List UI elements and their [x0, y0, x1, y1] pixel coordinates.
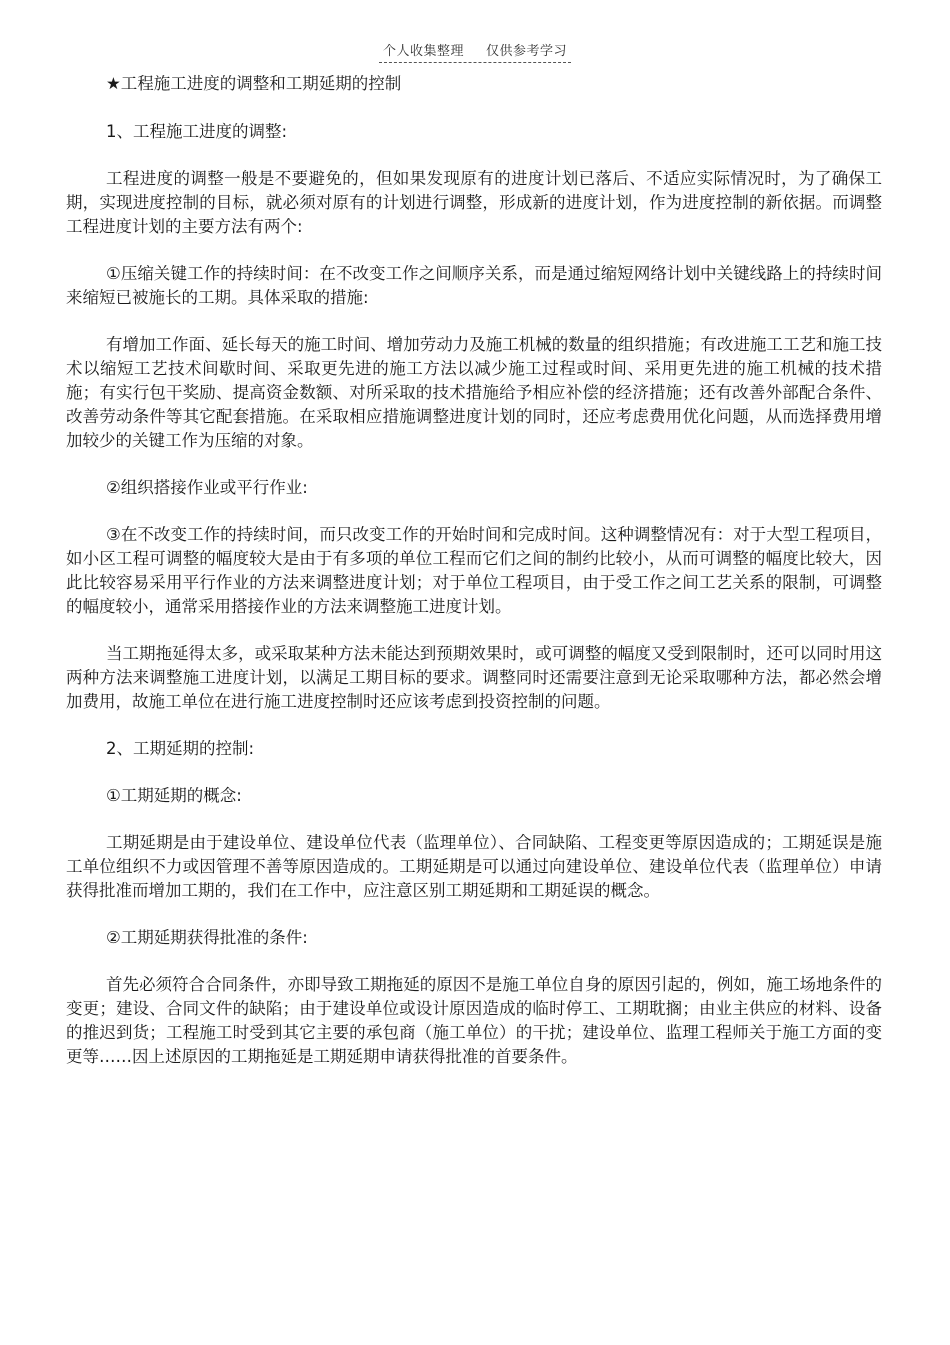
paragraph: 首先必须符合合同条件，亦即导致工期拖延的原因不是施工单位自身的原因引起的，例如，施工场地条件的变更；建设、合同文件的缺陷；由于建设单位或设计原因造成的临时停工、工期耽搁；由业主供应的材料、设备的推迟到货；工程施工时受到其它主要的承包商（施工单位）的干扰；建设单位、监理工程师关于施工方面的变更等……因上述原因的工期拖延是工期延期申请获得批准的首要条件。 — [66, 975, 882, 1066]
paragraph: ③在不改变工作的持续时间，而只改变工作的开始时间和完成时间。这种调整情况有：对于大型工程项目，如小区工程可调整的幅度较大是由于有多项的单位工程而它们之间的制约比较小，从而可调整的幅度比较大，因此比较容易采用平行作业的方法来调整进度计划；对于单位工程项目，由于受工作之间工艺关系的限制，可调整的幅度较小，通常采用搭接作业的方法来调整施工进度计划。 — [66, 525, 882, 616]
section-heading-adjustment: 1、工程施工进度的调整: — [106, 122, 288, 141]
document-title: ★工程施工进度的调整和工期延期的控制 — [106, 74, 402, 93]
paragraph: 工程进度的调整一般是不要避免的，但如果发现原有的进度计划已落后、不适应实际情况时，为了确保工期，实现进度控制的目标，就必须对原有的计划进行调整，形成新的进度计划，作为进度控制的新依据。而调整工程进度计划的主要方法有两个: — [66, 169, 882, 236]
document-body — [66, 72, 882, 1092]
paragraph: ①压缩关键工作的持续时间：在不改变工作之间顺序关系，而是通过缩短网络计划中关键线路上的持续时间来缩短已被施长的工期。具体采取的措施: — [66, 264, 882, 307]
paragraph: ①工期延期的概念: — [106, 786, 242, 805]
page-header — [0, 40, 950, 63]
section-heading-extension: 2、工期延期的控制: — [106, 739, 255, 758]
paragraph: 当工期拖延得太多，或采取某种方法未能达到预期效果时，或可调整的幅度又受到限制时，还可以同时用这两种方法来调整施工进度计划，以满足工期目标的要求。调整同时还需要注意到无论采取哪种方法，都必然会增加费用，故施工单位在进行施工进度控制时还应该考虑到投资控制的问题。 — [66, 644, 882, 711]
paragraph: ②工期延期获得批准的条件: — [106, 928, 308, 947]
header-right-label: 仅供参考学习 — [486, 44, 568, 59]
header-text — [379, 40, 571, 63]
paragraph: ②组织搭接作业或平行作业: — [106, 478, 308, 497]
paragraph: 工期延期是由于建设单位、建设单位代表（监理单位）、合同缺陷、工程变更等原因造成的；工期延误是施工单位组织不力或因管理不善等原因造成的。工期延期是可以通过向建设单位、建设单位代表（监理单位）申请获得批准而增加工期的，我们在工作中，应注意区别工期延期和工期延误的概念。 — [66, 833, 882, 900]
header-left-label: 个人收集整理 — [382, 44, 464, 59]
paragraph: 有增加工作面、延长每天的施工时间、增加劳动力及施工机械的数量的组织措施；有改进施工工艺和施工技术以缩短工艺技术间歇时间、采取更先进的施工方法以减少施工过程或时间、采用更先进的施工机械的技术措施；有实行包干奖励、提高资金数额、对所采取的技术措施给予相应补偿的经济措施；还有改善外部配合条件、改善劳动条件等其它配套措施。在采取相应措施调整进度计划的同时，还应考虑费用优化问题，从而选择费用增加较少的关键工作为压缩的对象。 — [66, 335, 882, 450]
